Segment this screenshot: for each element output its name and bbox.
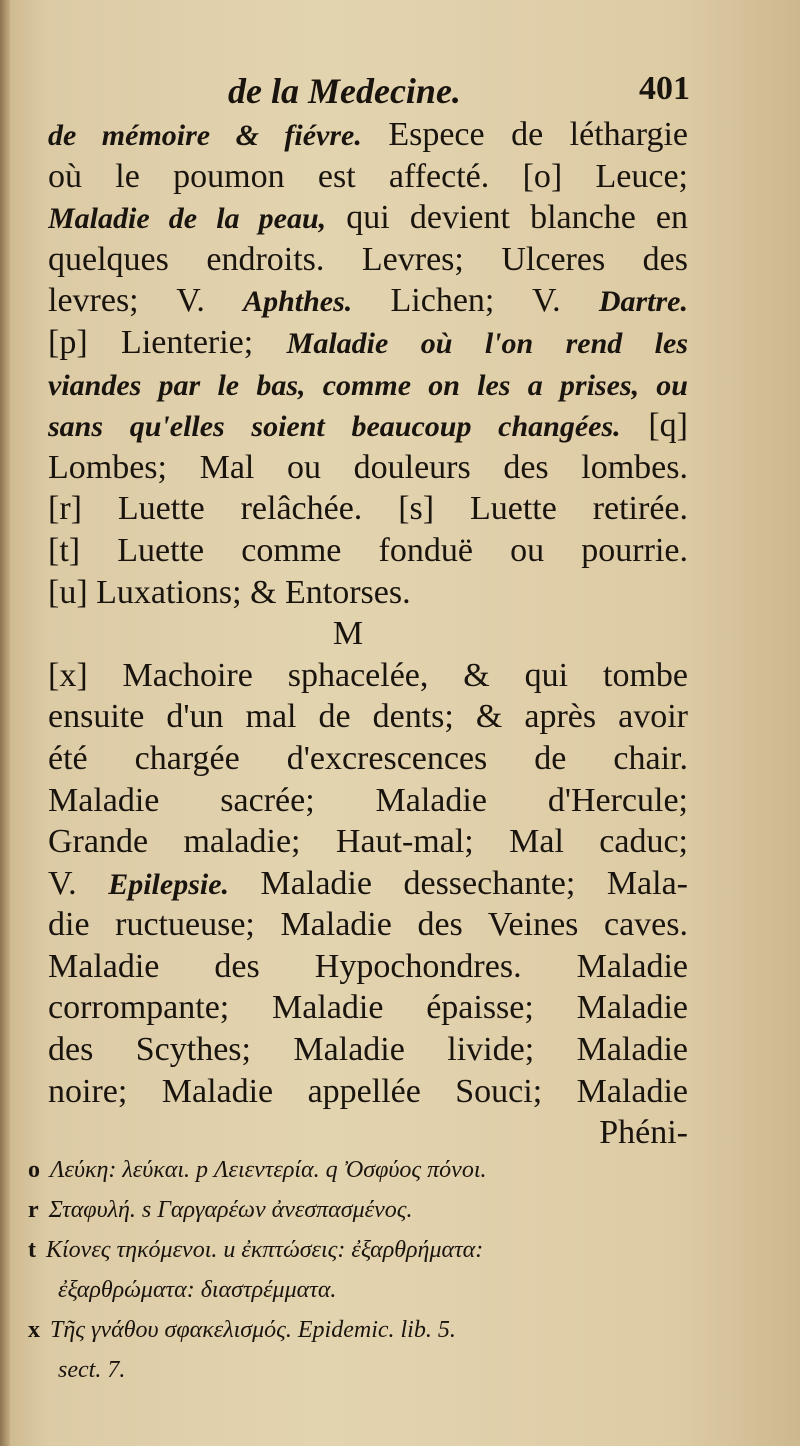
text-span: M bbox=[332, 615, 364, 653]
italic-text: Maladie de la peau, bbox=[48, 202, 327, 236]
text-span: quelques endroits. Levres; Ulceres des bbox=[48, 240, 688, 278]
text-line bbox=[48, 946, 688, 988]
text-line bbox=[48, 821, 688, 863]
footnote-line bbox=[28, 1310, 698, 1350]
text-span: [p] Lienterie; bbox=[48, 323, 287, 361]
text-line bbox=[48, 738, 688, 780]
italic-text: viandes par le bas, comme on les a prises, ou bbox=[48, 368, 688, 402]
text-line bbox=[48, 904, 688, 946]
text-span: Maladie des Hypochondres. Maladie bbox=[48, 947, 688, 985]
page-edge bbox=[0, 0, 10, 1446]
text-line bbox=[48, 239, 688, 281]
footnote-line bbox=[28, 1350, 698, 1390]
footnote-mark: o bbox=[28, 1157, 40, 1183]
text-span: [q] bbox=[620, 407, 688, 445]
text-span: [t] Luette comme fonduë ou pourrie. bbox=[48, 531, 688, 569]
text-span: été chargée d'excrescences de chair. bbox=[48, 739, 688, 777]
text-span: qui devient blanche en bbox=[326, 199, 688, 237]
footnote-text: ἐξαρθρώματα: διαστρέμματα. bbox=[58, 1277, 337, 1303]
text-line bbox=[48, 696, 688, 738]
italic-text: Maladie où l'on rend les bbox=[286, 326, 688, 360]
footnote-mark: x bbox=[28, 1317, 40, 1343]
italic-text: de mémoire & fiévre. bbox=[48, 119, 362, 152]
footnote-line bbox=[28, 1150, 698, 1190]
text-line bbox=[48, 114, 688, 156]
text-line bbox=[48, 572, 688, 614]
footnote-mark: r bbox=[28, 1197, 39, 1223]
text-line bbox=[48, 1029, 688, 1071]
text-span: die ructueuse; Maladie des Veines caves. bbox=[48, 906, 688, 944]
catchword bbox=[48, 1112, 688, 1154]
text-span: Lichen; V. bbox=[352, 282, 599, 320]
footnote-text: Κίονες τηκόμενοι. u ἐκπτώσεις: ἐξαρθρήματα: bbox=[46, 1237, 484, 1263]
text-line bbox=[48, 405, 688, 447]
text-span: ensuite d'un mal de dents; & après avoir bbox=[48, 698, 688, 736]
text-line bbox=[48, 863, 688, 905]
text-line bbox=[48, 780, 688, 822]
footnote-line bbox=[28, 1230, 698, 1270]
text-line bbox=[48, 156, 688, 198]
text-line bbox=[48, 655, 688, 697]
text-span: [x] Machoire sphacelée, & qui tombe bbox=[48, 656, 688, 694]
text-line bbox=[48, 530, 688, 572]
text-span: Phéni- bbox=[599, 1114, 688, 1152]
italic-text: sans qu'elles soient beaucoup changées. bbox=[48, 410, 621, 444]
text-span: Lombes; Mal ou douleurs des lombes. bbox=[48, 448, 688, 486]
page-header bbox=[48, 70, 690, 114]
footnote-mark: t bbox=[28, 1237, 36, 1263]
text-line bbox=[48, 447, 688, 489]
italic-text: Aphthes. bbox=[243, 285, 353, 319]
text-line bbox=[48, 280, 688, 322]
text-span: Espece de léthargie bbox=[361, 116, 688, 153]
text-line bbox=[48, 488, 688, 530]
footnote-text: Σταφυλή. s Γαργαρέων ἀνεσπασμένος. bbox=[48, 1197, 413, 1223]
footnote-line bbox=[28, 1190, 698, 1230]
text-span: levres; V. bbox=[48, 282, 244, 320]
text-line bbox=[48, 322, 688, 364]
italic-text: Epilepsie. bbox=[108, 867, 230, 901]
text-line bbox=[48, 987, 688, 1029]
footnotes bbox=[28, 1150, 698, 1390]
text-span: corrompante; Maladie épaisse; Maladie bbox=[48, 989, 688, 1027]
text-span: [u] Luxations; & Entorses. bbox=[48, 573, 411, 611]
text-span: Grande maladie; Haut-mal; Mal caduc; bbox=[48, 823, 688, 861]
body-text bbox=[48, 114, 688, 1154]
text-span: noire; Maladie appellée Souci; Maladie bbox=[48, 1072, 688, 1110]
running-title: de la Medecine. bbox=[228, 71, 461, 111]
text-span: des Scythes; Maladie livide; Maladie bbox=[48, 1031, 688, 1069]
text-span: Maladie sacrée; Maladie d'Hercule; bbox=[48, 781, 688, 819]
text-span: [r] Luette relâchée. [s] Luette retirée. bbox=[48, 490, 688, 528]
footnote-text: sect. 7. bbox=[58, 1357, 126, 1383]
text-span: V. bbox=[48, 864, 109, 902]
text-span: où le poumon est affecté. [o] Leuce; bbox=[48, 157, 688, 195]
text-line bbox=[48, 1071, 688, 1113]
text-span: Maladie dessechante; Mala- bbox=[229, 864, 688, 902]
footnote-line bbox=[28, 1270, 698, 1310]
footnote-text: Λεύκη: λεύκαι. p Λειεντερία. q Ὀσφύος πόνοι. bbox=[50, 1157, 487, 1183]
text-line bbox=[48, 197, 688, 239]
section-letter bbox=[48, 613, 688, 655]
page-number: 401 bbox=[639, 70, 690, 107]
italic-text: Dartre. bbox=[598, 285, 688, 319]
footnote-text: Τῆς γνάθου σφακελισμός. Epidemic. lib. 5. bbox=[50, 1317, 456, 1343]
text-line bbox=[48, 364, 688, 406]
